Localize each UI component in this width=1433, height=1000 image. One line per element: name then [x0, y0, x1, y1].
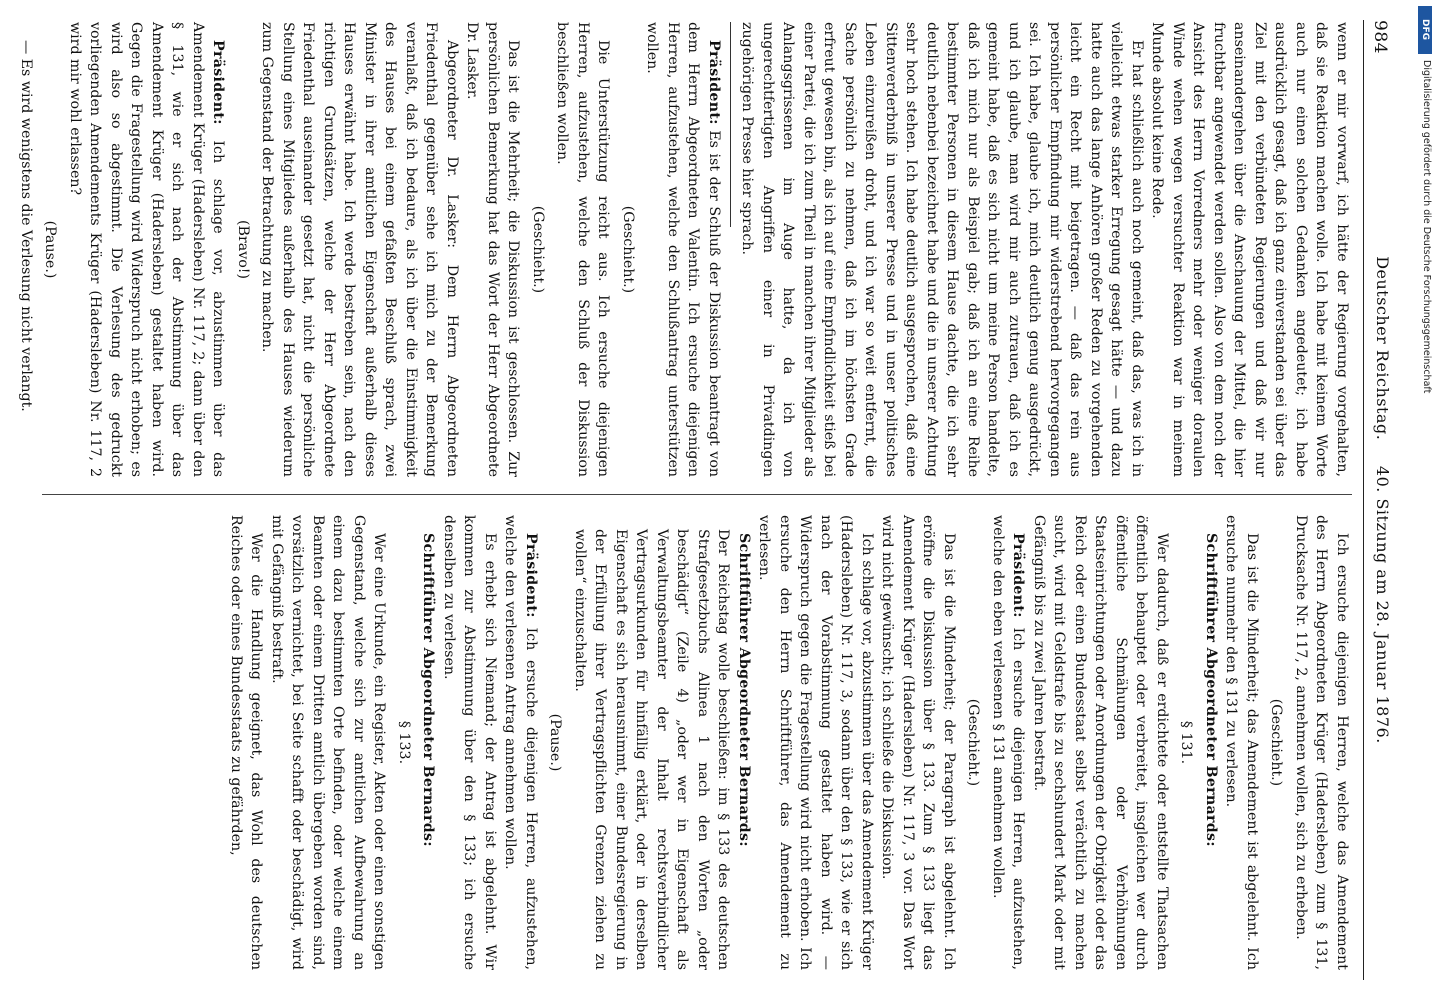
header-rule — [1363, 20, 1364, 980]
left-column — [18, 22, 1352, 478]
paragraph: Ich schlage vor, abzustimmen über das Amendement Krüger (Hadersleben) Nr. 117, 3, sodann über den § 133, wie er sich nach der Vorabstimmung gestaltet haben wird. — Widerspruch gegen die Fragestellung wird nicht erhoben. Ich ersuche den Herrn Schriftführer, das Amendement zu verlesen. — [756, 515, 875, 970]
stage-note: (Geschieht.) — [620, 205, 636, 294]
paragraph — [418, 515, 439, 970]
stage-note: (Bravo!) — [235, 220, 251, 279]
speaker-label: Präsident: — [523, 533, 539, 618]
right-column — [22, 515, 1352, 970]
paragraph: Es erhebt sich Niemand; der Antrag ist abgelehnt. Wir kommen zur Abstimmung über den § 133; ich ersuche denselben zu verlesen. — [441, 515, 498, 970]
paragraph — [988, 515, 1029, 970]
speech-text: Ich ersuche diejenigen Herren, aufzustehen, welche den eben verlesenen § 131 annehmen wollen. — [990, 515, 1027, 970]
column-divider — [42, 494, 1352, 495]
paragraph — [65, 22, 229, 477]
paragraph: Abgeordneter Dr. Lasker: Dem Herrn Abgeordneten Friedenthal gegenüber sehe ich mich zu der Bemerkung veranlaßt, daß ich bedaure, als ich über die Einstimmigkeit des Hauses bei einem gefaßten Beschluß sprach, zwei Minister in ihrer amtlichen Eigenschaft außerhalb dieses Hauses erwähnt habe. Ich werde bestreben sein, nach den richtigen Grundsätzen, welche der Herr Abgeordnete Friedenthal auseinander gesetzt hat, nicht die persönliche Stellung eines Mitgliedes außerhalb des Hauses wiederum zum Gegenstand der Betrachtung zu machen. — [259, 22, 460, 477]
paragraph — [734, 515, 755, 970]
paragraph — [642, 22, 724, 477]
paragraph — [1201, 515, 1222, 970]
speaker-label: Präsident: — [210, 40, 227, 125]
speaker-label: Präsident: — [706, 40, 722, 125]
digitization-credit — [1419, 60, 1433, 920]
paragraph: Wer eine Urkunde, ein Register, Akten oder einen sonstigen Gegenstand, welche sich zur amtlichen Aufbewahrung an einem dazu bestimmten Orte befinden, oder welche einem Beamten oder einem Dritten amtlich übergeben worden sind, vorsätzlich vernichtet, bei Seite schafft oder beschädigt, wird mit Gefängniß bestraft. — [269, 515, 388, 970]
speech-text: Ich schlage vor, abzustimmen über das Amendement Krüger (Hadersleben) Nr. 117, 2; dann über den § 131, wie er sich nach der Abstimmung über das Amendement Krüger (Hadersleben) gestaltet haben wird. Gegen die Fragestellung wird Widerspruch nicht erhoben; es wird also so abgestimmt. Die Verlesung des gedruckt vorliegenden Amendements Krüger (Hadersleben) Nr. 117, 2 wird mir wohl erlassen? — [67, 22, 227, 477]
paragraph: Das ist die Mehrheit; die Diskussion ist geschlossen. Zur persönlichen Bemerkung hat das Wort der Herr Abgeordnete Dr. Lasker. — [464, 22, 522, 477]
speaker-label: Präsident: — [1010, 533, 1027, 618]
quoted-motion: Der Reichstag wolle beschließen: im § 133 des deutschen Strafgesetzbuchs Alinea 1 nach den Worten „oder beschädigt“ (Zeile 4) „oder wer in Eigenschaft als Verwaltungsbeamter der Inhalt rechtsverbindlicher Vertragsurkunden für hinfällig erklärt, oder in derselben Eigenschaft es sich herausnimmt, einer Bundesregierung in der Erfüllung ihrer Vertragspflichten Grenzen ziehen zu wollen“ einzuschalten. — [572, 529, 732, 970]
dfg-logo-badge: DFG — [1418, 6, 1432, 54]
paragraph: Wer die Handlung geeignet, das Wohl des deutschen Reiches oder eines Bundesstaats zu gefährden, — [228, 515, 265, 970]
speaker-label: Schriftführer Abgeordneter Bernards: — [736, 533, 752, 847]
page-number: 984 — [1370, 20, 1390, 54]
section-heading: § 133. — [396, 720, 412, 765]
paragraph: Das ist die Minderheit; der Paragraph ist abgelehnt. Ich eröffne die Diskussion über § 133. Zum § 133 liegt das Amendement Krüger (Hadersleben) Nr. 117, 3 vor. Das Wort wird nicht gewünscht; ich schließe die Diskussion. — [879, 515, 957, 970]
journal-title: Deutscher Reichstag. — [1373, 256, 1392, 441]
paragraph — [500, 515, 541, 970]
speaker-label: Schriftführer Abgeordneter Bernards: — [1203, 533, 1219, 847]
stage-note: (Pause.) — [42, 220, 59, 279]
credit-text: Digitalisierung gefördert durch die Deutsche Forschungsgemeinschaft — [1421, 60, 1432, 394]
section-heading: § 131. — [1178, 720, 1195, 765]
paragraph: Er hat schließlich auch noch gemeint, daß das, was ich in vielleicht etwas starker Erregung gesagt hätte — und dazu hatte auch das lange Anhören großer Reden zu vorgehenden leicht ein Recht mit beigetragen. — daß das rein aus persönlicher Empfindung mir widerstrebend hervorgegangen sei. Ich habe, glaube ich, mich deutlich genug ausgedrückt, und ich glaube, man wird mir auch zutrauen, daß ich es gemeint habe, daß es sich nicht um meine Person handelte, daß ich mich nur als Beispiel gab; daß ich an eine Reihe bestimmter Personen in diesem Hause dachte, die ich sehr deutlich nebenbei bezeichnet habe und die in unserer Achtung sehr hoch stehen. Ich habe deutlich ausgesprochen, daß eine Sittenverderbniß in unserer Presse und in unser politisches Leben einzureißen droht, und ich war so weit entfernt, die Sache persönlich zu nehmen, daß ich im höchsten Grade erfreut gewesen bin, als ich auf eine Empfindlichkeit stieß bei einer Partei, die ich zum Theil in manchen ihrer Mitglieder als Anlangsgrissenen im Auge hatte, da ich von ungerechtfertigten Angriffen einer in Privatdingen zugehörigen Presse hier sprach. — [739, 22, 1145, 477]
stage-note: (Pause.) — [547, 713, 564, 772]
paragraph: wenn er mir vorwarf, ich hätte der Regierung vorgehalten, daß sie Reaktion machen wolle. Ich habe mit keinem Worte auch nur einen solchen Gedanken angedeutet; ich habe ausdrücklich gesagt, daß ich ganz einverstanden sei über das Ziel mit den verbündeten Regierungen und daß wir nur anseinandergehen über die Anschauung der Mittel, die hier fruchtbar angewendet werden sollen. Also von dem noch der Ansicht des Herrn Vorredners mehr oder weniger doraulen Winde wehen wegen versuchter Reaktion war in meinem Munde absolut keine Rede. — [1149, 22, 1350, 477]
speech-text: Ich ersuche diejenigen Herren, aufzustehen, welche den verlesenen Antrag annehmen wollen. — [502, 515, 539, 970]
stage-note: (Geschieht.) — [1268, 698, 1285, 787]
speech-text: Es ist der Schluß der Diskussion beantragt von dem Herrn Abgeordneten Valentin. Ich ersuche diejenigen Herren, aufzustehen, welche den Schlußantrag unterstützen wollen. — [644, 22, 722, 478]
stage-note: (Geschieht.) — [530, 205, 546, 294]
running-title — [1373, 90, 1392, 910]
paragraph: Wer dadurch, daß er erdichtete oder entstellte Thatsachen öffentlich behauptet oder verbreitet, insgleichen wer durch öffentliche Schmähungen oder Verhöhnungen Staatseinrichtungen oder Anordnungen der Obrigkeit oder das Reich oder einen Bundesstaat selbst verächtlich zu machen sucht, wird mit Geldstrafe bis zu sechshundert Mark oder mit Gefängniß bis zu zwei Jahren bestraft. — [1031, 515, 1170, 970]
paragraph: Ich ersuche diejenigen Herren, welche das Amendement des Herrn Abgeordneten Krüger (Hadersleben) zum § 131, Drucksache Nr. 117, 2, annehmen wollen, sich zu erheben. — [1293, 515, 1350, 970]
paragraph: Das ist die Minderheit; das Amendement ist abgelehnt. Ich ersuche nunmehr den § 131 zu verlesen. — [1223, 515, 1260, 970]
paragraph: Die Unterstützung reicht aus. Ich ersuche diejenigen Herren, aufzustehen, welche den Schluß der Diskussion beschließen wollen. — [554, 22, 612, 477]
divider — [730, 22, 731, 227]
stage-note: (Geschieht.) — [965, 698, 982, 787]
session-title: 40. Sitzung am 28. Januar 1876. — [1373, 465, 1392, 744]
paragraph: — Es wird wenigstens die Verlesung nicht verlangt. — [18, 40, 34, 412]
running-header — [1366, 20, 1392, 980]
speaker-label: Schriftführer Abgeordneter Bernards: — [420, 533, 437, 847]
